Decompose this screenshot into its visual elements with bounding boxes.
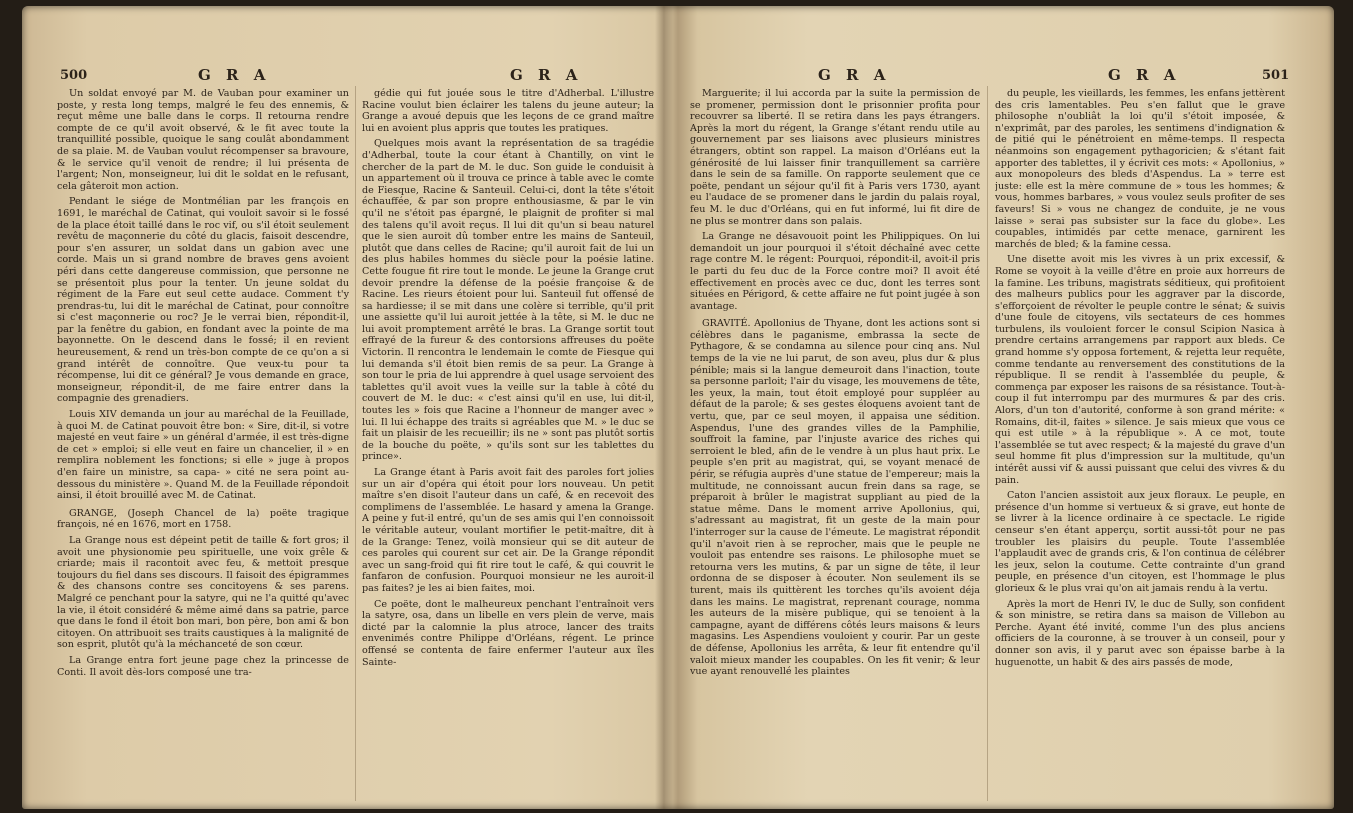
paragraph: Marguerite; il lui accorda par la suite la permission de se promener, permission dont le prisonnier profita pour recouvrer sa liberté. Il se retira dans les pays étrangers. Après la mort du régent, la Grange s'étant rendu utile au gouvernement par ses liaisons avec plusieurs ministres étrangers, obtint son rappel. La maison d'Orléans eut la générosité de lui laisser finir tranquillement sa carrière dans le sein de sa famille. On rapporte seulement que ce poëte, pendant un séjour qu'il fit à Paris vers 1730, ayant eu l'audace de se promener dans le jardin du palais royal, feu M. le duc d'Orléans, qui en fut informé, lui fit dire de ne plus se montrer dans son palais. bbox=[690, 88, 980, 227]
book-gutter bbox=[655, 6, 673, 809]
left-column-2 bbox=[362, 88, 654, 803]
left-column-1 bbox=[57, 88, 349, 803]
column-rule bbox=[987, 86, 988, 801]
right-page-number: 501 bbox=[1262, 68, 1290, 83]
left-running-head-1: G R A bbox=[198, 66, 271, 84]
paragraph: GRANGE, (Joseph Chancel de la) poëte tragique françois, né en 1676, mort en 1758. bbox=[57, 507, 349, 531]
paragraph: Quelques mois avant la représentation de sa tragédie d'Adherbal, toute la cour étant à Chantilly, on vint le chercher de la part de M. le duc. Son guide le conduisit à un appartement où il trouva ce prince à table avec le comte de Fiesque, Racine & Santeuil. Celui-ci, dont la tête s'étoit échauffée, & par son propre enthousiasme, & par le vin qu'il ne s'étoit pas épargné, le plaignit de profiter si mal des talens qu'il avoit reçus. Il lui dit qu'un si beau naturel que le sien auroit dû tomber entre les mains de Santeuil, plutôt que dans celles de Racine; qu'il auroit fait de lui un des plus habiles hommes du siècle pour la poésie latine. Cette fougue fit rire tout le monde. Le jeune la Grange crut devoir prendre la défense de la poésie françoise & de Racine. Les rieurs étoient pour lui. Santeuil fut offensé de sa hardiesse; il se mit dans une colère si terrible, qu'il prit une assiette qu'il lui auroit jettée à la tête, si M. le duc ne lui avoit promptement arrêté le bras. La Grange sortit tout effrayé de la fureur & des contorsions affreuses du poëte Victorin. Il rencontra le lendemain le comte de Fiesque qui lui demanda s'il étoit bien remis de sa peur. La Grange à son tour le pria de lui apprendre à quel usage servoient des tablettes qu'il avoit vues la veille sur la table à côté du couvert de M. le duc: « c'est ainsi qu'il en use, lui dit-il, toutes les » fois que Racine a l'honneur de manger avec » lui. Il lui échappe des traits si agréables que M. » le duc se fait un plaisir de les recueillir; ils ne » sont pas plutôt sortis de la bouche du poëte, » qu'ils sont sur les tablettes du prince». bbox=[362, 138, 654, 463]
right-running-head-1: G R A bbox=[818, 66, 891, 84]
paragraph: La Grange nous est dépeint petit de taille & fort gros; il avoit une physionomie peu spirituelle, une voix grêle & criarde; mais il racontoit avec feu, & mettoit presque toujours du fiel dans ses discours. Il faisoit des épigrammes & des chansons contre ses concitoyens & ses parens. Malgré ce penchant pour la satyre, qui ne l'a quitté qu'avec la vie, il étoit considéré & même aimé dans sa patrie, parce que dans le fond il étoit bon mari, bon père, bon ami & bon citoyen. On attribuoit ses traits caustiques à la malignité de son esprit, plutôt qu'à la méchanceté de son cœur. bbox=[57, 534, 349, 651]
paragraph: Caton l'ancien assistoit aux jeux floraux. Le peuple, en présence d'un homme si vertueux & si grave, eut honte de se livrer à la licence ordinaire à ce spectacle. Le rigide censeur s'en étant apperçu, sortit aussi-tôt pour ne pas troubler les plaisirs du peuple. Toute l'assemblée l'applaudit avec de grands cris, & l'on continua de célébrer les jeux, selon la coutume. Cette contrainte d'un grand peuple, en présence d'un citoyen, est l'hommage le plus glorieux & le plus vrai qu'on ait jamais rendu à la vertu. bbox=[995, 490, 1285, 594]
paragraph: gédie qui fut jouée sous le titre d'Adherbal. L'illustre Racine voulut bien éclairer les talens du jeune auteur; la Grange a avoué depuis que les leçons de ce grand maître lui en avoient plus appris que toutes les pratiques. bbox=[362, 88, 654, 134]
paragraph: La Grange étant à Paris avoit fait des paroles fort jolies sur un air d'opéra qui étoit pour lors nouveau. Un petit maître s'en disoit l'auteur dans un café, & en recevoit des complimens de l'assemblée. Le hasard y amena la Grange. A peine y fut-il entré, qu'un de ses amis qui l'en connoissoit le véritable auteur, voulant mortifier le petit-maître, dit à de la Grange: Tenez, voilà monsieur qui se dit auteur de ces paroles qui courent sur cet air. De la Grange répondit avec un sang-froid qui fit rire tout le café, & qui couvrit le fanfaron de confusion. Pourquoi monsieur ne les auroit-il pas faites? je les ai bien faites, moi. bbox=[362, 467, 654, 594]
paragraph: GRAVITÉ. Apollonius de Thyane, dont les actions sont si célèbres dans le paganisme, embrassa la secte de Pythagore, & se condamna au silence pour cinq ans. Nul temps de la vie ne lui parut, de son aveu, plus dur & plus pénible; mais si la langue demeuroit dans l'inaction, toute sa personne parloit; l'air du visage, les mouvemens de tête, les yeux, la main, tout étoit employé pour suppléer au défaut de la parole; & ses gestes éloquens avoient tant de vertu, que, par ce seul moyen, il appaisa une sédition. Aspendus, l'une des grandes villes de la Pamphilie, souffroit la famine, par l'injuste avarice des riches qui serroient le bled, afin de le vendre à un plus haut prix. Le peuple s'en prit au magistrat, qui, se voyant menacé de périr, se réfugia auprès d'une statue de l'empereur; mais la multitude, ne connoissant aucun frein dans sa rage, se préparoit à brûler le magistrat suppliant au pied de la statue même. Dans le moment arrive Apollonius, qui, s'adressant au magistrat, fit un geste de la main pour l'interroger sur la cause de l'émeute. Le magistrat répondit qu'il n'avoit rien à se reprocher, mais que le peuple ne vouloit pas entendre ses raisons. Le philosophe muet se retourna vers les mutins, & par un signe de tête, il leur ordonna de se disposer à écouter. Non seulement ils se turent, mais ils quittèrent les torches qu'ils avoient déja dans les mains. Le magistrat, reprenant courage, nomma les auteurs de la misère publique, qui se tenoient à la campagne, ayant de différens côtés leurs maisons & leurs magasins. Les Aspendiens vouloient y courir. Par un geste de défense, Apollonius les arrêta, & leur fit entendre qu'il valoit mieux mander les coupables. On les fit venir; & leur vue ayant renouvellé les plaintes bbox=[690, 318, 980, 678]
column-rule bbox=[355, 86, 356, 801]
paragraph: La Grange entra fort jeune page chez la princesse de Conti. Il avoit dès-lors composé une tra- bbox=[57, 654, 349, 678]
paragraph: Une disette avoit mis les vivres à un prix excessif, & Rome se voyoit à la veille d'être en proie aux horreurs de la famine. Les tribuns, magistrats séditieux, qui profitoient des malheurs publics pour les aggraver par la discorde, s'efforçoient de révolter le peuple contre le sénat; & suivis d'une foule de citoyens, vils sectateurs de ces hommes turbulens, ils vouloient forcer le consul Scipion Nasica à prendre certains arrangemens par rapport aux bleds. Ce grand homme s'y opposa fortement, & rejetta leur requête, comme tendante au renversement des constitutions de la république. Il se rendit à l'assemblée du peuple, & commença par exposer les raisons de sa résistance. Tout-à-coup il fut interrompu par des murmures & par des cris. Alors, d'un ton d'autorité, conforme à son grand mérite: « Romains, dit-il, faites » silence. Je sais mieux que vous ce qui est utile » à la république ». A ce mot, toute l'assemblée se tut avec respect; & la majesté du grave d'un seul homme fit plus d'impression sur la multitude, qu'un intérêt aussi vif & aussi puissant que celui des vivres & du pain. bbox=[995, 254, 1285, 486]
left-running-head-2: G R A bbox=[510, 66, 583, 84]
paragraph: Pendant le siége de Montmélian par les françois en 1691, le maréchal de Catinat, qui vouloit savoir si le fossé de la place étoit taillé dans le roc vif, ou s'il étoit seulement revêtu de maçonnerie du côté du glacis, faisoit descendre, pour s'en assurer, un soldat dans un gabion avec une corde. Mais un si grand nombre de braves gens avoient péri dans cette dangereuse commission, que personne ne se présentoit plus pour la tenter. Un jeune soldat du régiment de la Fare eut seul cette audace. Comment t'y prendras-tu, lui dit le maréchal de Catinat, pour connoître si c'est maçonnerie ou roc? Je le verrai bien, répondit-il, par la fenêtre du gabion, en fondant avec la pointe de ma bayonnette. On le descend dans le fossé; il en revient heureusement, & rend un très-bon compte de ce qu'on a si grand intérêt de connoître. Que veux-tu pour ta récompense, lui dit ce général? Je vous demande en grace, monseigneur, répondit-il, de me faire entrer dans la compagnie des grenadiers. bbox=[57, 196, 349, 405]
paragraph: La Grange ne désavouoit point les Philippiques. On lui demandoit un jour pourquoi il s'étoit déchaîné avec cette rage contre M. le régent: Pourquoi, répondit-il, avoit-il pris le parti du feu duc de la Force contre moi? Il avoit été effectivement en procès avec ce duc, dont les terres sont situées en Périgord, & cette affaire ne fut point jugée à son avantage. bbox=[690, 231, 980, 312]
paragraph: Un soldat envoyé par M. de Vauban pour examiner un poste, y resta long temps, malgré le feu des ennemis, & reçut même une balle dans le corps. Il retourna rendre compte de ce qu'il avoit observé, & le fit avec toute la tranquillité possible, quoique le sang coulât abondamment de sa plaie. M. de Vauban voulut récompenser sa bravoure, & le service qu'il venoit de rendre; il lui présenta de l'argent; Non, monseigneur, lui dit le soldat en le refusant, cela gâteroit mon action. bbox=[57, 88, 349, 192]
right-running-head-2: G R A bbox=[1108, 66, 1181, 84]
paragraph: Ce poëte, dont le malheureux penchant l'entraînoit vers la satyre, osa, dans un libelle en vers plein de verve, mais dicté par la calomnie la plus atroce, lancer des traits envenimés contre Philippe d'Orléans, régent. Le prince offensé se contenta de faire enfermer l'auteur aux îles Sainte- bbox=[362, 598, 654, 668]
paragraph: Louis XIV demanda un jour au maréchal de la Feuillade, à quoi M. de Catinat pouvoit être bon: « Sire, dit-il, si votre majesté en veut faire » un général d'armée, il est très-digne de cet » emploi; si elle veut en faire un chancelier, il » en remplira noblement les fonctions; si elle » juge à propos d'en faire un ministre, sa capa- » cité ne sera point au-dessous du ministère ». Quand M. de la Feuillade répondoit ainsi, il étoit brouillé avec M. de Catinat. bbox=[57, 409, 349, 502]
right-column-2 bbox=[995, 88, 1285, 803]
right-column-1 bbox=[690, 88, 980, 803]
paragraph: Après la mort de Henri IV, le duc de Sully, son confident & son ministre, se retira dans sa maison de Villebon au Perche. Ayant été invité, comme l'un des plus anciens officiers de la couronne, à se trouver à un conseil, pour y donner son avis, il y parut avec son épaisse barbe à la huguenotte, un habit & des airs passés de mode, bbox=[995, 598, 1285, 668]
left-page-number: 500 bbox=[60, 68, 88, 83]
paragraph: du peuple, les vieillards, les femmes, les enfans jettèrent des cris lamentables. Peu s'en fallut que le grave philosophe n'oubliât la loi qu'il s'étoit imposée, & n'exprimât, par des paroles, les sentimens d'indignation & de pitié qui le pénétroient en même-temps. Il respecta néanmoins son engagement pythagoricien; & s'étant fait apporter des tablettes, il y écrivit ces mots: « Apollonius, » aux monopoleurs des bleds d'Aspendus. La » terre est juste: elle est la mère commune de » tous les hommes; & vous, hommes barbares, » vous voulez seuls profiter de ses faveurs! Si » vous ne changez de conduite, je ne vous laisse » serai pas subsister sur la face du globe». Les coupables, intimidés par cette menace, garnirent les marchés de bled; & la famine cessa. bbox=[995, 88, 1285, 250]
